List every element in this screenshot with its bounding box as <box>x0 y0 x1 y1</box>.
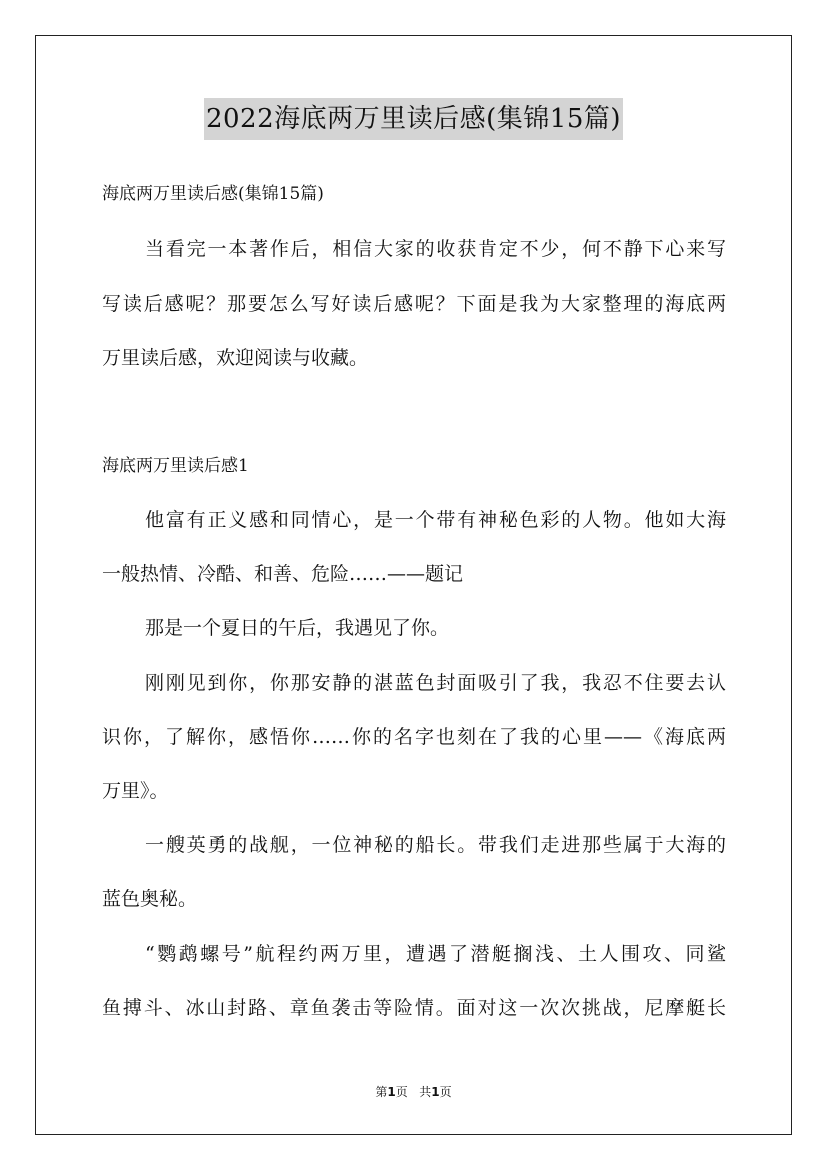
paragraph-line: 那是一个夏日的午后，我遇见了你。 <box>145 617 450 639</box>
footer-total-suffix: 页 <box>439 1085 452 1099</box>
paragraph-line: 刚刚见到你，你那安静的湛蓝色封面吸引了我，我忍不住要去认 <box>145 672 726 694</box>
intro-line-2: 写读后感呢？那要怎么写好读后感呢？下面是我为大家整理的海底两 <box>102 293 726 315</box>
paragraph-line: 蓝色奥秘。 <box>102 888 198 910</box>
footer-page-number: 1 <box>387 1085 396 1099</box>
paragraph-line: 他富有正义感和同情心，是一个带有神秘色彩的人物。他如大海 <box>145 509 726 531</box>
document-title: 2022海底两万里读后感(集锦15篇) <box>204 98 623 140</box>
paragraph-line: 一般热情、冷酷、和善、危险……——题记 <box>102 563 464 585</box>
title-container <box>0 98 827 140</box>
intro-line-1: 当看完一本著作后，相信大家的收获肯定不少，何不静下心来写 <box>145 238 726 260</box>
paragraph-line: “鹦鹉螺号”航程约两万里，遭遇了潜艇搁浅、土人围攻、同鲨 <box>145 943 726 965</box>
intro-line-3: 万里读后感，欢迎阅读与收藏。 <box>102 347 369 369</box>
paragraph-line: 识你，了解你，感悟你……你的名字也刻在了我的心里——《海底两 <box>102 726 726 748</box>
paragraph-line: 鱼搏斗、冰山封路、章鱼袭击等险情。面对这一次次挑战，尼摩艇长 <box>102 997 726 1019</box>
footer-total-pages: 1 <box>431 1085 440 1099</box>
document-subtitle: 海底两万里读后感(集锦15篇) <box>102 184 324 204</box>
paragraph-line: 万里》。 <box>102 780 169 802</box>
page-footer <box>0 1083 827 1101</box>
section-heading: 海底两万里读后感1 <box>102 456 249 476</box>
footer-page-suffix: 页 <box>395 1085 408 1099</box>
footer-page-prefix: 第 <box>375 1085 388 1099</box>
footer-total-prefix: 共 <box>419 1085 432 1099</box>
paragraph-line: 一艘英勇的战舰，一位神秘的船长。带我们走进那些属于大海的 <box>145 834 726 856</box>
